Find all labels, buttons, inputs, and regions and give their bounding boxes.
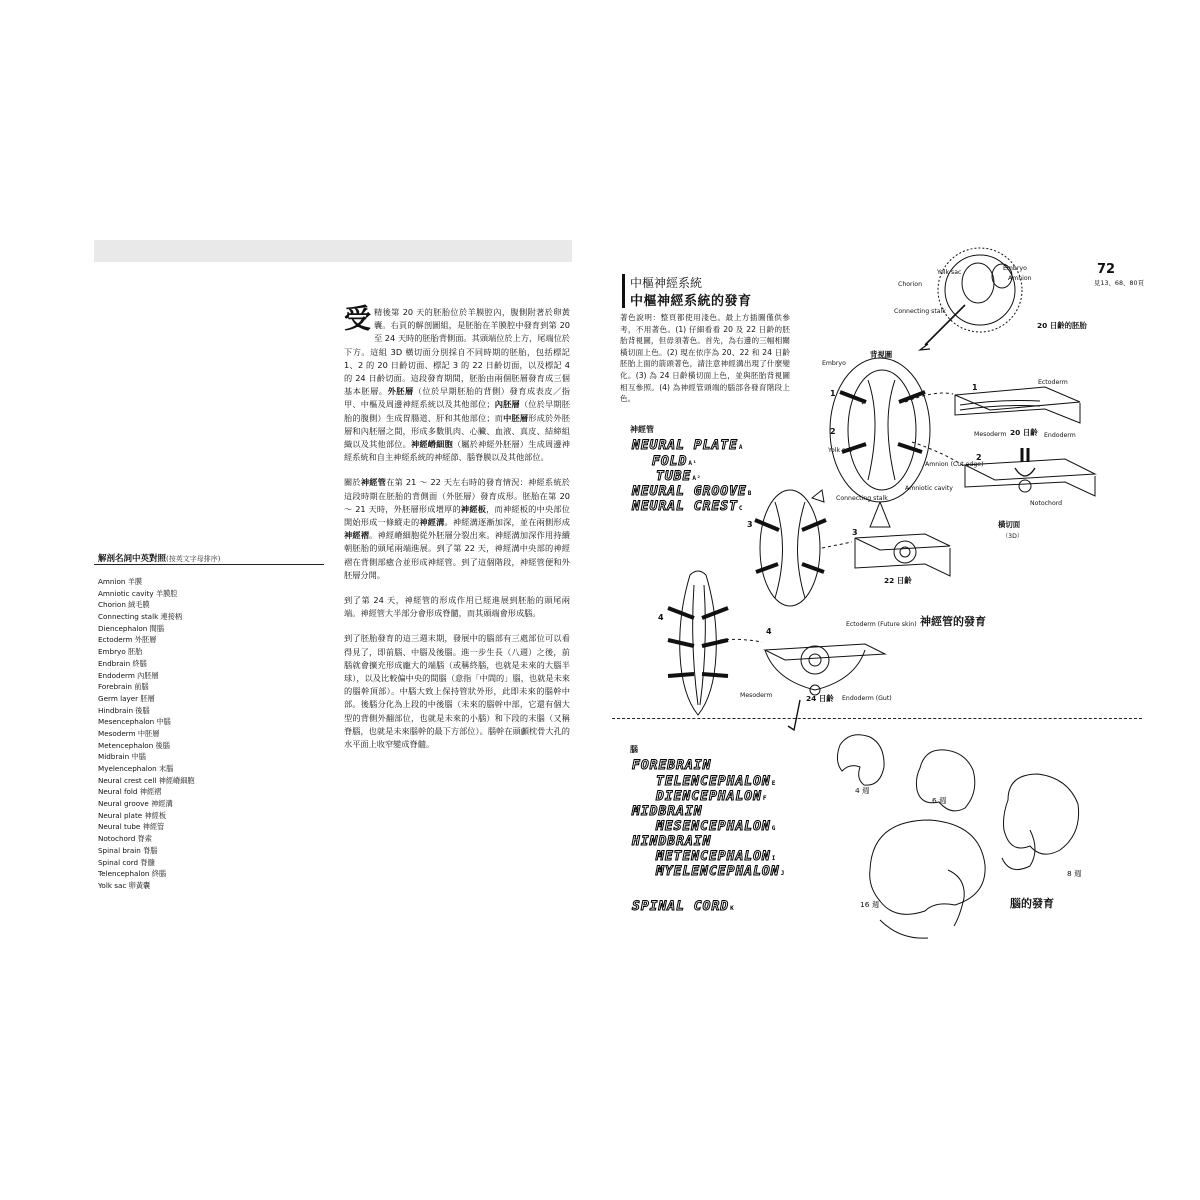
fig-num-1: 1 [830,389,836,398]
embryo-dorsal-view-22 [755,490,826,606]
label-neural-groove: NEURAL GROOVEB [632,484,753,499]
paragraph-1: 受精後第 20 天的胚胎位於羊膜腔內，腹側附著於卵黃囊。右頁的解剖圖組，是胚胎在羊膜腔中發育到第 20 至 24 天時的胚胎背側面。其頭端位於上方，尾端位於下方。這組 3D 橫切面分別採自不同時期的胚胎，包括標記 1、2 的 20 日齡切面、標記 3 的 22 日齡切面，以及標記 4 的 24 日齡切面。這段發育期間，胚胎由兩個胚層發育成三個基本胚層。外胚層（位於早期胚胎的背側）發育成表皮／指甲、中樞及周邊神經系統以及其他部位；內胚層（位於早期胚胎的腹側）生成胃腸道、肝和其他部位；而中胚層形成於外胚層和內胚層之間，形成多數肌肉、心臟、血液、真皮、結締組織以及其他部位。神經嵴細胞（屬於神經外胚層）生成周邊神經系統和自主神經系統的神經節、腦脊膜以及其他部位。 [344,304,570,463]
fig-mesoderm: Mesoderm [974,431,1007,438]
fig-chorion: Chorion [898,281,922,288]
glossary-item: Connecting stalk 連接柄 [98,612,183,622]
fig-connecting-stalk: Connecting stalk [894,308,946,315]
cross-section-2 [965,448,1095,496]
glossary-item: Notochord 脊索 [98,834,152,844]
embryo-dorsal-view-24 [668,571,728,715]
label-diencephalon: DIENCEPHALONF [656,789,768,804]
fig-cross-section: 橫切面 [998,520,1021,529]
glossary-item: Mesencephalon 中腦 [98,717,171,727]
glossary-item: Mesoderm 中胚層 [98,728,160,738]
fig-week8: 8 週 [1067,869,1082,878]
fig-notochord: Notochord [1030,500,1063,507]
glossary-item: Hindbrain 後腦 [98,705,150,715]
fig-day22: 22 日齡 [884,576,912,585]
paragraph-3: 到了第 24 天，神經管的形成作用已經進展到胚胎的頭尾兩端。神經管大半部分會形成脊髓，而其頭端會形成腦。 [344,595,570,619]
glossary-item: Neural fold 神經褶 [98,787,162,797]
label-neural-crest: NEURAL CRESTC [632,499,744,514]
label-neural-plate: NEURAL PLATEA [632,438,744,453]
glossary-item: Neural crest cell 神經嵴細胞 [98,775,195,785]
label-spinal-cord: SPINAL CORDK [632,899,735,914]
fig-embryo-2: Embryo [822,360,846,367]
glossary-item: Yolk sac 卵黃囊 [98,880,151,890]
fig-amnion: Amnion [1008,275,1032,282]
label-tube: TUBEA² [656,469,702,484]
paragraph-2: 關於神經管在第 21 ～ 22 天左右時的發育情況：神經系統於這段時期在胚胎的背側面（外胚層）發育成形。胚胎在第 20 ～ 21 天時，外胚層形成增厚的神經板，而神經板的中央部位開始形成一條縱走的神經溝。神經溝逐漸加深，並在兩側形成神經褶。神經嵴細胞從外胚層分裂出來。神經溝加深作用持續朝胚胎的頭尾兩端進展。到了第 22 天，神經溝中央部的神經褶在背側部癒合並形成神經管。到了這個階段，神經管便和外胚層分開。 [344,477,570,580]
glossary-item: Spinal brain 脊腦 [98,845,158,855]
label-metencephalon: METENCEPHALONI [656,849,777,864]
label-forebrain: FOREBRAIN [632,758,712,773]
cross-section-1 [955,387,1080,423]
glossary-item: Diencephalon 間腦 [98,623,165,633]
fig-ectoderm: Ectoderm [1038,379,1068,386]
glossary-item: Neural plate 神經板 [98,810,167,820]
glossary-item: Chorion 絨毛膜 [98,600,150,610]
fig-tube-dev-title: 神經管的發育 [920,615,986,628]
fig-num-3: 3 [747,520,753,529]
glossary-note: (按英文字母排序) [166,555,221,563]
glossary-item: Neural groove 神經溝 [98,799,173,809]
glossary-item: Amniotic cavity 羊膜腔 [98,588,178,598]
fig-brain-dev-title: 腦的發育 [1010,897,1054,910]
fig-num-4: 4 [658,613,664,622]
page-number: 72 [1097,262,1116,277]
neural-tube-heading: 神經管 [630,425,654,434]
embryo-20day-reference [920,248,1022,350]
fig-num-1b: 1 [972,383,978,392]
label-mesencephalon: MESENCEPHALONG [656,819,777,834]
fig-cross-section-3d: （3D） [1002,533,1024,540]
brain-8-weeks [1002,774,1079,870]
brain-4-weeks [837,735,884,785]
glossary-item: Metencephalon 後腦 [98,740,170,750]
fig-num-2: 2 [830,427,836,436]
glossary-item: Myelencephalon 末腦 [98,764,174,773]
fig-mesoderm-2: Mesoderm [740,692,773,699]
fig-amniotic-cavity: Amniotic cavity [905,485,953,492]
fig-yolk-sac: Yolk sac [937,269,962,276]
glossary-item: Forebrain 前腦 [98,682,149,692]
fig-dorsal-view: 背視圖 [870,350,893,359]
dropcap: 受 [344,304,371,335]
coloring-instructions: 著色說明：整頁都使用淺色。最上方插圖僅供參考，不用著色。(1) 仔細看看 20 及 22 日齡的胚胎背視圖，但毋須著色。首先，為右邊的三幅相關橫切面上色。(2) 現在依序為 20、22 和 24 日齡胚胎上面的箭頭著色，請注意神經溝出現了什麼變化。(3) 為 24 日齡橫切面上色，並與胚胎背視圖相互參照。(4) 為神經管頭端的腦部各發育階段上色。 [620,313,790,404]
label-midbrain: MIDBRAIN [632,804,703,819]
glossary-item: Germ layer 胚層 [98,693,155,703]
fig-endoderm-gut: Endoderm (Gut) [842,695,892,702]
glossary-title: 解剖名詞中英對照(按英文字母排序) [98,554,221,564]
paragraph-4: 到了胚胎發育的這三週末期，發展中的腦部有三處部位可以看得見了，即前腦、中腦及後腦。進一步生長（八週）之後，前腦就會擴充形成龐大的端腦（或稱終腦，也就是未來的大腦半球），以及比較偏中央的間腦（意指「中間的」腦，也就是未來的腦幹頂部）。中腦大致上保持管狀外形，此即未來的腦幹中部。後腦分化為上段的中後腦（未來的腦幹中部，它還有個大型的背側外翻部位，也就是未來的小腦）和下段的末腦（又稱脊腦，也就是未來腦幹的最下方部位）。腦幹在頭顱枕骨大孔的水平面上收窄變成脊髓。 [344,633,570,750]
fig-day24: 24 日齡 [806,694,834,703]
fig-num-3b: 3 [852,528,858,537]
fig-yolk-sac-2: Yolk sac [828,447,853,454]
glossary-item: Neural tube 神經管 [98,822,165,832]
label-hindbrain: HINDBRAIN [632,834,712,849]
glossary-item: Ectoderm 外胚層 [98,635,157,645]
fig-day20: 20 日齡 [1010,428,1038,437]
fig-week16: 16 週 [860,900,880,909]
glossary-item: Endbrain 終腦 [98,658,147,668]
cross-section-4 [765,644,885,730]
fig-week6: 6 週 [932,796,947,805]
fig-num-2b: 2 [976,453,982,462]
label-telencephalon: TELENCEPHALONE [656,774,777,789]
page-reference: 見13、68、80頁 [1094,279,1144,287]
glossary-item: Midbrain 中腦 [98,752,146,762]
fig-endoderm: Endoderm [1044,432,1076,439]
label-myelencephalon: MYELENCEPHALONJ [656,864,786,879]
section-supertitle: 中樞神經系統 [630,276,703,290]
glossary-item: Spinal cord 脊髓 [98,857,155,867]
glossary-item: Embryo 胚胎 [98,647,143,657]
fig-day20-embryo: 20 日齡的胚胎 [1037,321,1087,330]
glossary-item: Amnion 羊膜 [98,577,143,586]
glossary-item: Endoderm 內胚層 [98,670,159,680]
brain-heading: 腦 [630,745,638,754]
fig-num-4b: 4 [766,627,772,636]
section-title: 中樞神經系統的發育 [630,294,752,309]
fig-connecting-stalk-2: Connecting stalk [836,495,888,502]
fig-week4: 4 週 [855,786,870,795]
fig-embryo: Embryo [1003,265,1027,272]
fig-ectoderm-future: Ectoderm (Future skin) [846,621,917,628]
cross-section-3 [855,534,950,576]
label-fold: FOLDA¹ [652,454,698,469]
brain-16-weeks [870,820,985,938]
fig-amnion-cut: Amnion (Cut edge) [925,461,984,468]
glossary-item: Telencephalon 終腦 [98,869,167,879]
